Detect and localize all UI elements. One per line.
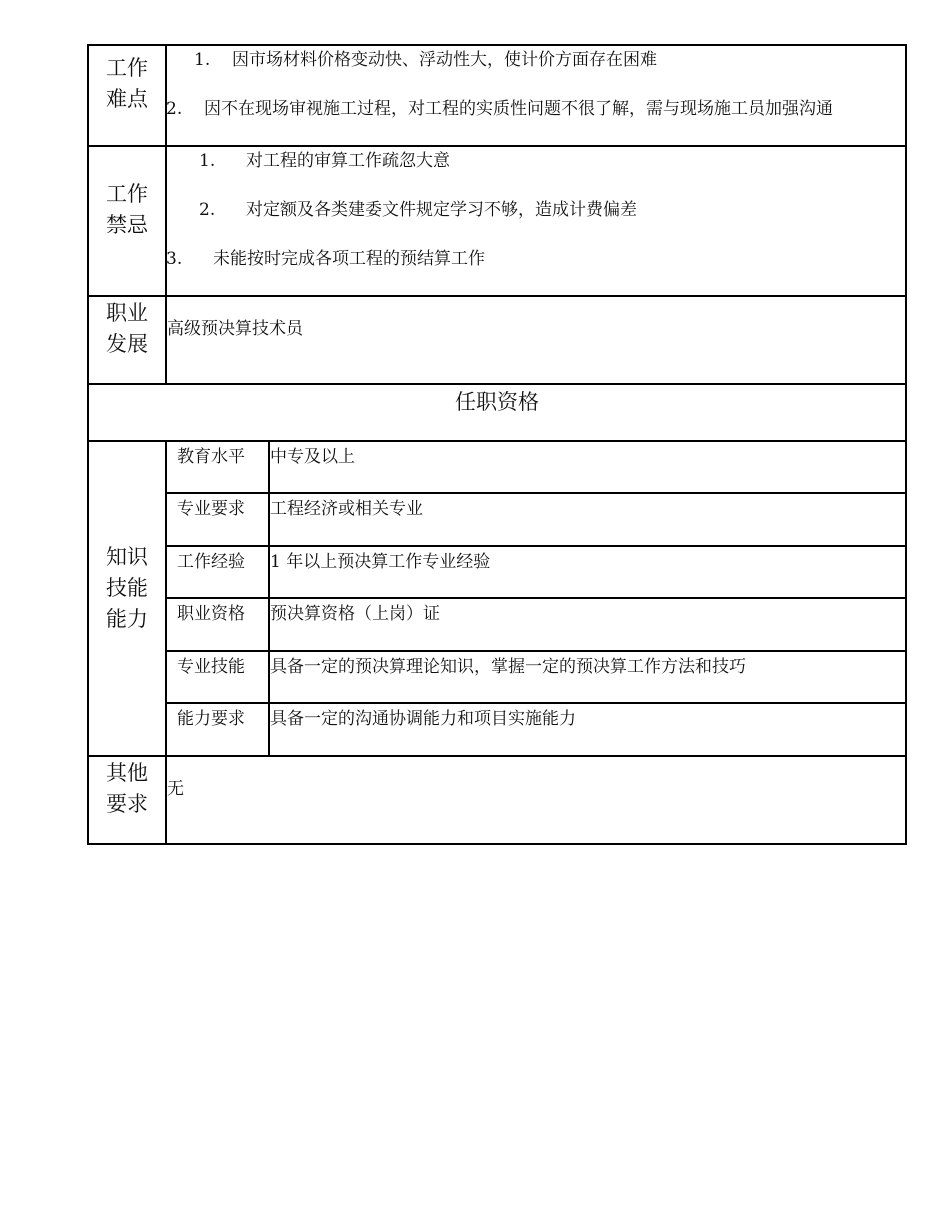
taboos-label-line1: 工作 bbox=[106, 182, 148, 206]
row-divider bbox=[87, 755, 907, 757]
row-divider bbox=[166, 545, 907, 547]
other-label bbox=[88, 758, 166, 820]
table-border-top bbox=[87, 44, 907, 46]
skills-value-education: 中专及以上 bbox=[270, 447, 355, 467]
taboos-label bbox=[88, 179, 166, 241]
row-divider bbox=[166, 702, 907, 704]
row-divider bbox=[87, 295, 907, 297]
list-number: 1. bbox=[199, 151, 216, 171]
list-number: 1. bbox=[194, 50, 211, 70]
skills-key-expertise: 专业技能 bbox=[177, 657, 245, 677]
taboo-item-2 bbox=[199, 199, 637, 221]
list-text: 因不在现场审视施工过程，对工程的实质性问题不很了解，需与现场施工员加强沟通 bbox=[204, 99, 833, 119]
skills-value-certificate: 预决算资格（上岗）证 bbox=[270, 604, 440, 624]
difficulties-label-line2: 难点 bbox=[106, 87, 148, 111]
list-text: 因市场材料价格变动快、浮动性大，使计价方面存在困难 bbox=[232, 50, 657, 70]
taboo-item-3 bbox=[166, 248, 485, 270]
row-divider bbox=[87, 383, 907, 385]
skills-key-ability: 能力要求 bbox=[177, 709, 245, 729]
skills-value-major: 工程经济或相关专业 bbox=[270, 499, 423, 519]
row-divider bbox=[87, 440, 907, 442]
skills-key-major: 专业要求 bbox=[177, 499, 245, 519]
row-divider bbox=[166, 650, 907, 652]
skills-label-line3: 能力 bbox=[106, 607, 148, 631]
skills-value-expertise: 具备一定的预决算理论知识，掌握一定的预决算工作方法和技巧 bbox=[270, 657, 746, 677]
career-text: 高级预决算技术员 bbox=[167, 319, 303, 339]
table-border-right bbox=[905, 44, 907, 845]
skills-key-education: 教育水平 bbox=[177, 447, 245, 467]
skills-label bbox=[88, 542, 166, 635]
list-text: 未能按时完成各项工程的预结算工作 bbox=[213, 249, 485, 269]
skills-label-line2: 技能 bbox=[106, 576, 148, 600]
list-number: 2. bbox=[199, 200, 216, 220]
list-number: 3. bbox=[166, 249, 183, 269]
difficulties-label-line1: 工作 bbox=[106, 56, 148, 80]
list-text: 对工程的审算工作疏忽大意 bbox=[246, 151, 450, 171]
skills-label-line1: 知识 bbox=[106, 545, 148, 569]
taboo-item-1 bbox=[199, 150, 450, 172]
list-number: 2. bbox=[166, 99, 183, 119]
difficulties-label bbox=[88, 53, 166, 115]
difficulty-item-1 bbox=[194, 49, 657, 71]
qualification-title: 任职资格 bbox=[455, 390, 539, 414]
other-label-line1: 其他 bbox=[106, 761, 148, 785]
career-label-line2: 发展 bbox=[106, 332, 148, 356]
career-label-line1: 职业 bbox=[106, 301, 148, 325]
skills-key-experience: 工作经验 bbox=[177, 552, 245, 572]
row-divider bbox=[166, 492, 907, 494]
row-divider bbox=[87, 145, 907, 147]
skills-value-ability: 具备一定的沟通协调能力和项目实施能力 bbox=[270, 709, 576, 729]
row-divider bbox=[166, 597, 907, 599]
table-border-left bbox=[87, 44, 89, 845]
skills-key-certificate: 职业资格 bbox=[177, 604, 245, 624]
other-text: 无 bbox=[167, 779, 184, 799]
list-text: 对定额及各类建委文件规定学习不够，造成计费偏差 bbox=[246, 200, 637, 220]
other-label-line2: 要求 bbox=[106, 792, 148, 816]
difficulty-item-2 bbox=[166, 98, 833, 120]
taboos-label-line2: 禁忌 bbox=[106, 213, 148, 237]
career-label bbox=[88, 298, 166, 360]
skills-value-experience: 1 年以上预决算工作专业经验 bbox=[270, 552, 491, 572]
table-border-bottom bbox=[87, 843, 907, 845]
